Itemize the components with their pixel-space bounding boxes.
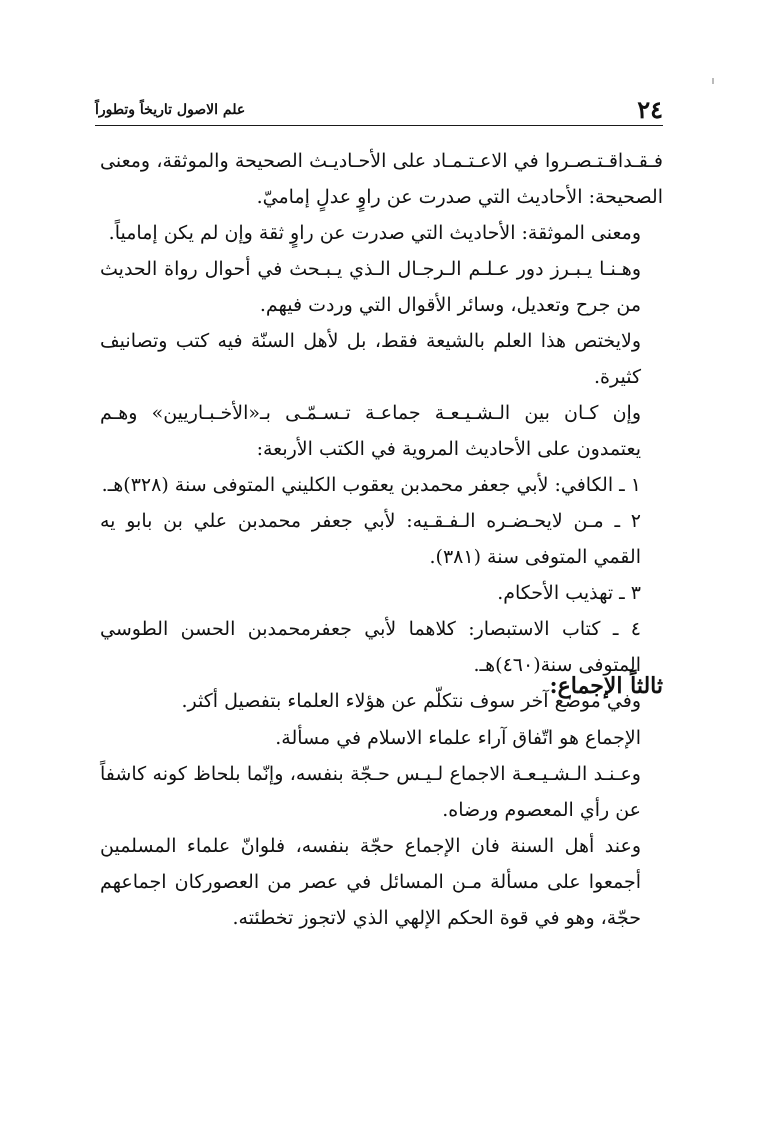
list-item: ٢ ـ مـن لايحـضـره الـفـقـيه: لأبي جعفر محمدبن علي بن بابو يه القمي المتوفى سنة (٣٨١). (100, 510, 641, 568)
running-title: علم الاصول تاريخاً وتطوراً (95, 102, 246, 118)
list-item: ٤ ـ كتاب الاستبصار: كلاهما لأبي جعفرمحمدبن الحسن الطوسي المتوفى سنة(٤٦٠)هـ. (100, 618, 641, 676)
page-number: ٢٤ (637, 95, 663, 124)
paragraph: وهـنـا يـبـرز دور عـلـم الـرجـال الـذي يـبـحث في أحوال رواة الحديث من جرح وتعديل، وسائر الأقوال التي وردت فيهم. (100, 258, 641, 316)
paragraph: ومعنى الموثقة: الأحاديث التي صدرت عن راوٍ ثقة وإن لم يكن إمامياً. (108, 222, 641, 244)
paragraph: وفي موضع آخر سوف نتكلّم عن هؤلاء العلماء بتفصيل أكثر. (181, 690, 641, 712)
paragraph: وعـنـد الـشـيـعـة الاجماع لـيـس حـجّة بنفسه، وإنّما بلحاظ كونه كاشفاً عن رأي المعصوم ورضاه. (100, 763, 641, 821)
page-header (95, 97, 663, 126)
section-heading: ثالثاً الإجماع: (549, 673, 663, 699)
body-text-section-two (100, 720, 663, 936)
list-item: ٣ ـ تهذيب الأحكام. (497, 582, 641, 604)
paragraph: فـقـداقـتـصـروا في الاعـتـمـاد على الأحـاديـث الصحيحة والموثقة، ومعنى الصحيحة: الأحاديث التي صدرت عن راوٍ عدلٍ إماميّ. (100, 150, 663, 208)
scan-speck (712, 78, 714, 84)
paragraph: الإجماع هو اتّفاق آراء علماء الاسلام في مسألة. (275, 727, 641, 749)
body-text-section-one (100, 143, 663, 719)
list-item: ١ ـ الكافي: لأبي جعفر محمدبن يعقوب الكليني المتوفى سنة (٣٢٨)هـ. (101, 474, 641, 496)
paragraph: وإن كـان بين الـشـيـعـة جماعـة تـسـمّـى بـ«الأخـبـاريين» وهـم يعتمدون على الأحاديث المروية في الكتب الأربعة: (100, 402, 641, 460)
paragraph: ولايختص هذا العلم بالشيعة فقط، بل لأهل السنّة فيه كتب وتصانيف كثيرة. (100, 330, 641, 388)
paragraph: وعند أهل السنة فان الإجماع حجّة بنفسه، فلوانّ علماء المسلمين أجمعوا على مسألة مـن المسائل في عصر من العصوركان اجماعهم حجّة، وهو في قوة الحكم الإلهي الذي لاتجوز تخطئته. (100, 835, 641, 929)
